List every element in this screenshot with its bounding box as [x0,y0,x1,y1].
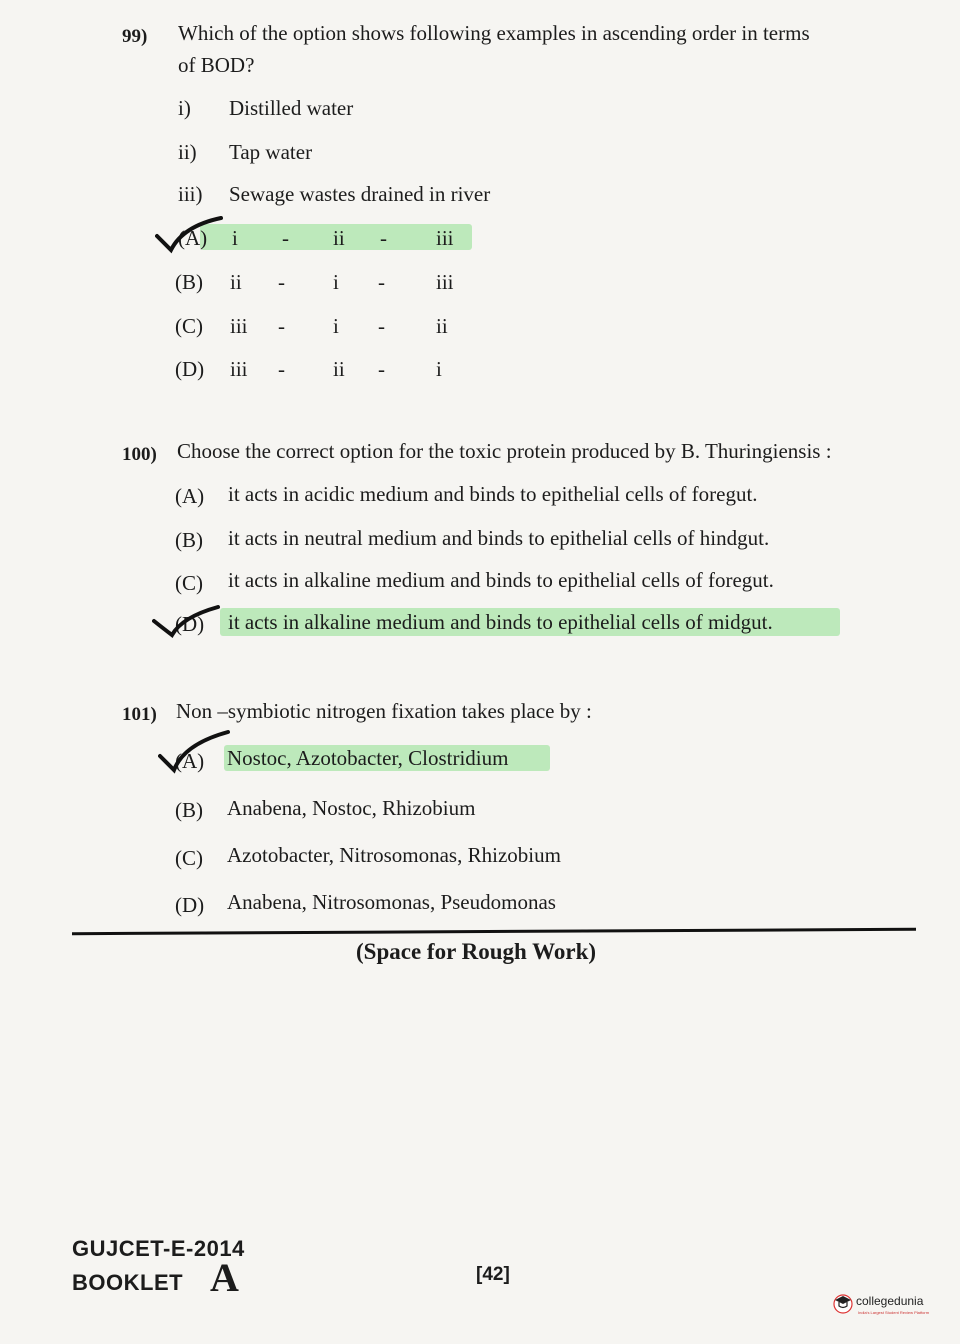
q99-option-dash: - [378,357,385,381]
rough-work-label: (Space for Rough Work) [356,939,597,964]
logo-name: collegedunia [856,1294,924,1308]
q101-option-label: (A) [175,749,205,773]
q99-option-seq-item: i [333,314,339,338]
q101-option-text: Anabena, Nostoc, Rhizobium [227,796,476,820]
booklet-label: BOOKLET [72,1270,184,1295]
q99-option-seq-item: ii [436,314,448,338]
q99-item-text: Sewage wastes drained in river [229,182,491,206]
collegedunia-logo [832,1290,936,1320]
graduation-cap-icon [832,1292,854,1319]
q100-text: Choose the correct option for the toxic protein produced by B. Thuringiensis : [177,439,832,463]
q99-option-label: (D) [175,357,205,381]
check-mark-icon [158,728,230,774]
q99-item-num: ii) [178,140,197,164]
check-mark-icon [152,603,222,639]
q99-option-seq-item: ii [333,226,345,250]
q100-option-text: it acts in alkaline medium and binds to epithelial cells of foregut. [228,568,774,592]
q101-option-text: Anabena, Nitrosomonas, Pseudomonas [227,890,556,914]
q100-option-text: it acts in alkaline medium and binds to epithelial cells of midgut. [228,610,773,634]
q100-option-text: it acts in acidic medium and binds to epithelial cells of foregut. [228,482,758,506]
q101-text: Non –symbiotic nitrogen fixation takes place by : [176,699,592,723]
check-mark-icon [155,214,225,254]
q99-item-num: i) [178,96,191,120]
q99-item-text: Distilled water [229,96,354,120]
q99-option-seq-item: ii [230,270,242,294]
q99-number: 99) [122,26,148,47]
q99-option-seq-item: ii [333,357,345,381]
q101-option-text: Azotobacter, Nitrosomonas, Rhizobium [227,843,561,867]
q99-option-label: (C) [175,314,203,338]
q99-option-dash: - [278,314,285,338]
q99-option-dash: - [278,357,285,381]
exam-code: GUJCET-E-2014 [72,1236,245,1261]
q101-option-label: (B) [175,798,203,822]
page-number: [42] [476,1264,510,1285]
q100-option-label: (A) [175,484,205,508]
q99-option-seq-item: i [232,226,238,250]
q100-option-text: it acts in neutral medium and binds to epithelial cells of hindgut. [228,526,770,550]
q99-text-line2: of BOD? [178,53,255,77]
q99-option-seq-item: i [436,357,442,381]
q99-option-dash: - [380,226,387,250]
q99-item-num: iii) [178,182,203,206]
q100-number: 100) [122,444,157,465]
q101-number: 101) [122,704,157,725]
q100-option-label: (C) [175,571,203,595]
logo-tagline: India's Largest Student Review Platform [858,1310,930,1315]
divider-rule [72,928,916,935]
q101-option-label: (C) [175,846,203,870]
q99-option-dash: - [282,226,289,250]
q99-option-dash: - [278,270,285,294]
q99-option-dash: - [378,314,385,338]
q99-item-text: Tap water [229,140,313,164]
q99-option-label: (A) [178,226,208,250]
q100-option-label: (B) [175,528,203,552]
q99-option-seq-item: iii [230,357,248,381]
q101-option-text: Nostoc, Azotobacter, Clostridium [227,746,509,770]
q99-option-seq-item: iii [436,270,454,294]
booklet-letter: A [210,1255,239,1300]
q99-option-label: (B) [175,270,203,294]
q99-option-seq-item: iii [436,226,454,250]
q101-option-label: (D) [175,893,205,917]
q99-option-dash: - [378,270,385,294]
q99-option-seq-item: iii [230,314,248,338]
q100-option-label: (D) [175,612,205,636]
q99-option-seq-item: i [333,270,339,294]
q99-text-line1: Which of the option shows following examples in ascending order in terms [178,21,810,45]
